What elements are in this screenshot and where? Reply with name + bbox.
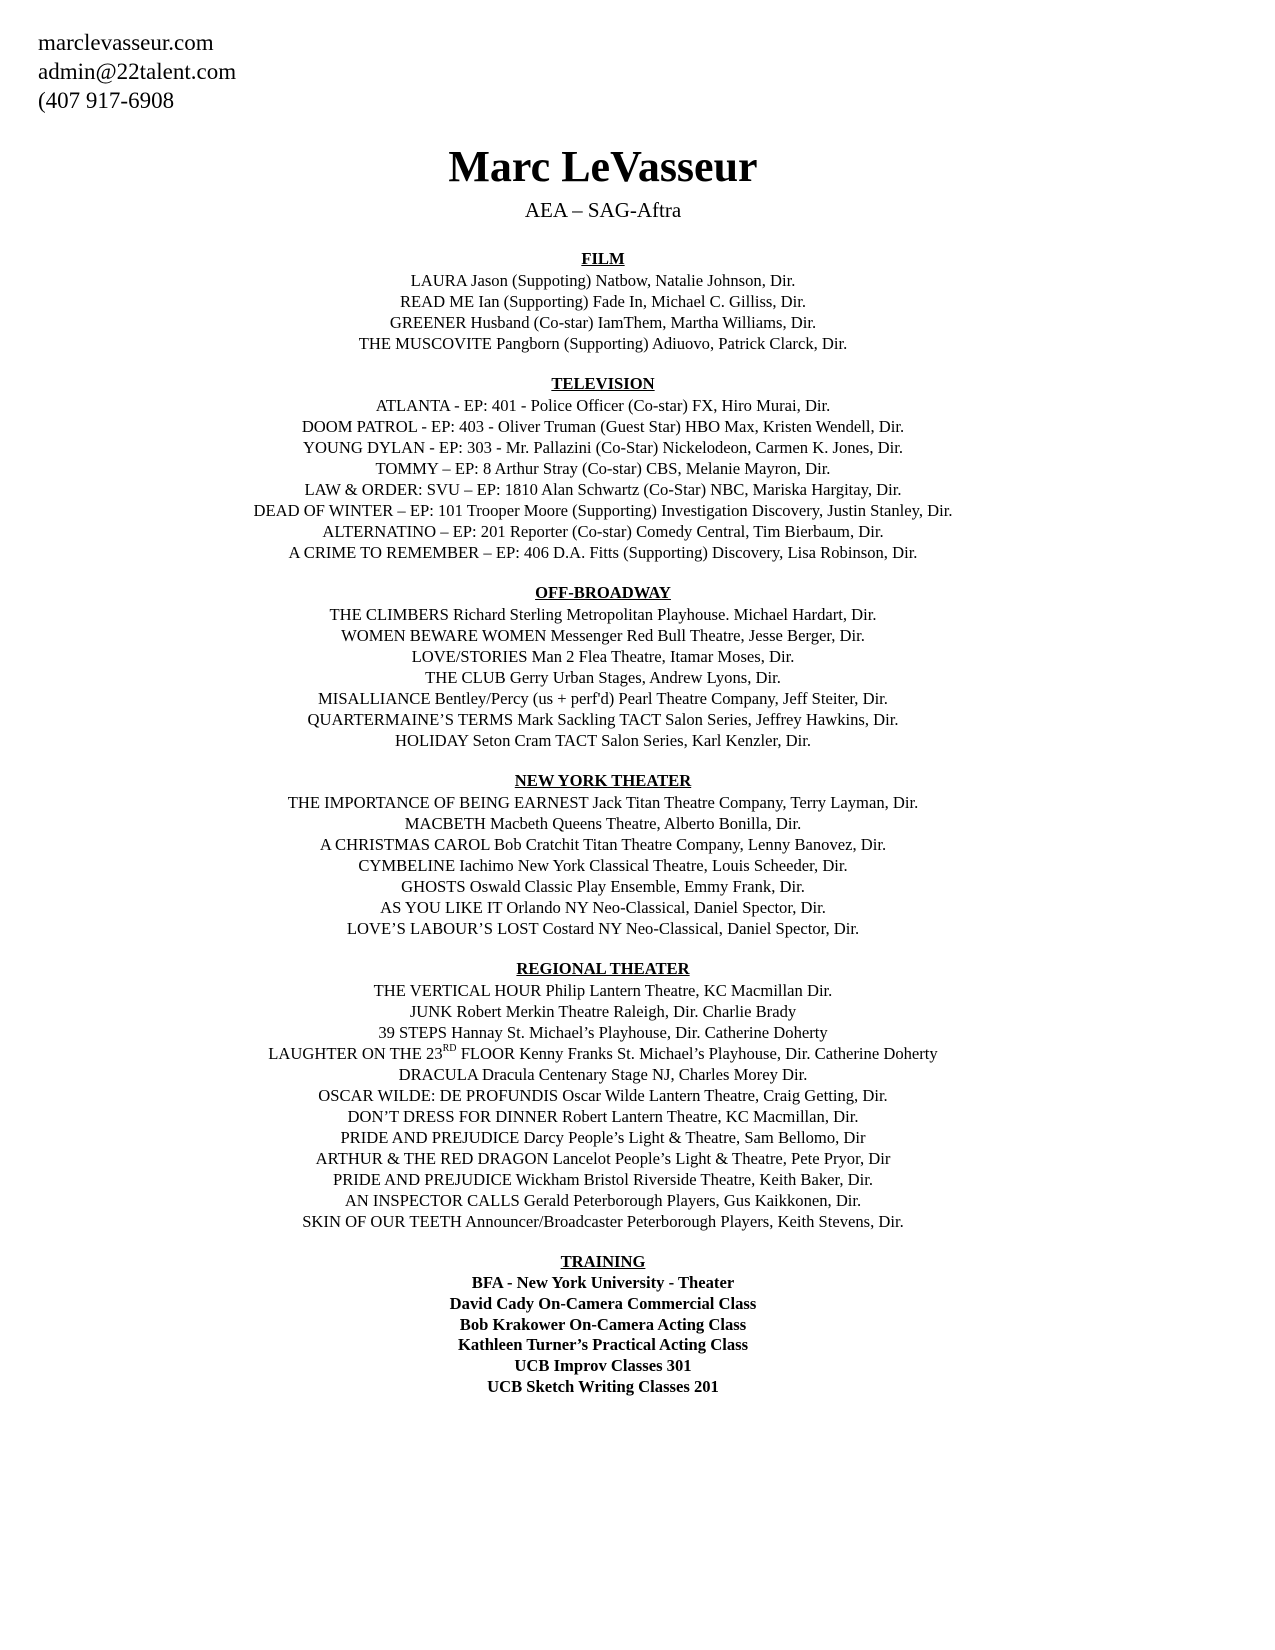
off-broadway-section bbox=[0, 583, 1206, 751]
training-section bbox=[0, 1252, 1206, 1398]
new-york-theater-credit: A CHRISTMAS CAROL Bob Cratchit Titan Theatre Company, Lenny Banovez, Dir. bbox=[319, 835, 887, 854]
section-title-television: TELEVISION bbox=[551, 374, 655, 393]
training-item: Bob Krakower On-Camera Acting Class bbox=[459, 1314, 747, 1334]
television-credit: DEAD OF WINTER – EP: 101 Trooper Moore (Supporting) Investigation Discovery, Justin Stanley, Dir. bbox=[253, 501, 953, 520]
film-credit: THE MUSCOVITE Pangborn (Supporting) Adiuovo, Patrick Clarck, Dir. bbox=[358, 334, 848, 353]
training-item: BFA - New York University - Theater bbox=[471, 1273, 735, 1292]
credit-text: LAUGHTER ON THE 23 bbox=[268, 1044, 443, 1063]
off-broadway-credit: MISALLIANCE Bentley/Percy (us + perf'd) Pearl Theatre Company, Jeff Steiter, Dir. bbox=[318, 689, 888, 708]
television-section bbox=[0, 374, 1206, 563]
regional-theater-credit: JUNK Robert Merkin Theatre Raleigh, Dir. Charlie Brady bbox=[409, 1002, 797, 1021]
off-broadway-credit: HOLIDAY Seton Cram TACT Salon Series, Karl Kenzler, Dir. bbox=[394, 731, 812, 750]
regional-theater-credit bbox=[0, 1043, 1206, 1064]
section-title-film: FILM bbox=[581, 249, 625, 268]
union-affiliations: AEA – SAG-Aftra bbox=[524, 198, 682, 222]
section-title-regional-theater: REGIONAL THEATER bbox=[516, 959, 690, 978]
off-broadway-credit: LOVE/STORIES Man 2 Flea Theatre, Itamar Moses, Dir. bbox=[411, 647, 795, 666]
film-section bbox=[0, 249, 1206, 354]
television-credit: YOUNG DYLAN - EP: 303 - Mr. Pallazini (Co-Star) Nickelodeon, Carmen K. Jones, Dir. bbox=[302, 438, 904, 457]
email-text: admin@22talent.com bbox=[38, 59, 237, 84]
television-credit: LAW & ORDER: SVU – EP: 1810 Alan Schwartz (Co-Star) NBC, Mariska Hargitay, Dir. bbox=[304, 480, 902, 499]
regional-theater-credit: THE VERTICAL HOUR Philip Lantern Theatre, KC Macmillan Dir. bbox=[373, 981, 833, 1000]
new-york-theater-credit: LOVE’S LABOUR’S LOST Costard NY Neo-Classical, Daniel Spector, Dir. bbox=[346, 919, 860, 938]
training-item: Kathleen Turner’s Practical Acting Class bbox=[457, 1335, 749, 1355]
regional-theater-credit: ARTHUR & THE RED DRAGON Lancelot People’s Light & Theatre, Pete Pryor, Dir bbox=[315, 1149, 891, 1168]
television-credit: ATLANTA - EP: 401 - Police Officer (Co-star) FX, Hiro Murai, Dir. bbox=[375, 396, 831, 415]
regional-theater-credit: PRIDE AND PREJUDICE Darcy People’s Light & Theatre, Sam Bellomo, Dir bbox=[340, 1128, 866, 1147]
ordinal-superscript: RD bbox=[442, 1043, 457, 1055]
regional-theater-credit: OSCAR WILDE: DE PROFUNDIS Oscar Wilde Lantern Theatre, Craig Getting, Dir. bbox=[318, 1086, 888, 1105]
film-credit: LAURA Jason (Suppoting) Natbow, Natalie Johnson, Dir. bbox=[410, 271, 796, 290]
resume-body bbox=[0, 249, 1206, 1418]
film-credit: READ ME Ian (Supporting) Fade In, Michael C. Gilliss, Dir. bbox=[399, 292, 807, 311]
new-york-theater-credit: THE IMPORTANCE OF BEING EARNEST Jack Titan Theatre Company, Terry Layman, Dir. bbox=[287, 793, 919, 812]
section-title-off-broadway: OFF-BROADWAY bbox=[535, 583, 671, 602]
credit-text: FLOOR Kenny Franks St. Michael’s Playhouse, Dir. Catherine Doherty bbox=[456, 1044, 938, 1063]
training-item: UCB Sketch Writing Classes 201 bbox=[487, 1376, 719, 1396]
new-york-theater-credit: AS YOU LIKE IT Orlando NY Neo-Classical, Daniel Spector, Dir. bbox=[380, 898, 826, 917]
television-credit: DOOM PATROL - EP: 403 - Oliver Truman (Guest Star) HBO Max, Kristen Wendell, Dir. bbox=[301, 417, 905, 436]
new-york-theater-credit: CYMBELINE Iachimo New York Classical Theatre, Louis Scheeder, Dir. bbox=[358, 856, 848, 875]
new-york-theater-credit: GHOSTS Oswald Classic Play Ensemble, Emmy Frank, Dir. bbox=[401, 877, 805, 896]
section-title-training: TRAINING bbox=[560, 1252, 646, 1271]
off-broadway-credit: WOMEN BEWARE WOMEN Messenger Red Bull Theatre, Jesse Berger, Dir. bbox=[341, 626, 865, 645]
regional-theater-credit: PRIDE AND PREJUDICE Wickham Bristol Riverside Theatre, Keith Baker, Dir. bbox=[332, 1170, 874, 1189]
off-broadway-credit: THE CLIMBERS Richard Sterling Metropolitan Playhouse. Michael Hardart, Dir. bbox=[329, 605, 877, 624]
film-credit: GREENER Husband (Co-star) IamThem, Martha Williams, Dir. bbox=[389, 313, 817, 332]
website-text: marclevasseur.com bbox=[38, 30, 214, 55]
new-york-theater-section bbox=[0, 771, 1206, 939]
off-broadway-credit: THE CLUB Gerry Urban Stages, Andrew Lyons, Dir. bbox=[425, 668, 781, 687]
television-credit: ALTERNATINO – EP: 201 Reporter (Co-star) Comedy Central, Tim Bierbaum, Dir. bbox=[322, 522, 884, 541]
actor-name: Marc LeVasseur bbox=[448, 142, 758, 191]
new-york-theater-credit: MACBETH Macbeth Queens Theatre, Alberto Bonilla, Dir. bbox=[404, 814, 802, 833]
contact-block bbox=[38, 28, 236, 115]
section-title-new-york-theater: NEW YORK THEATER bbox=[514, 771, 692, 790]
regional-theater-credit: DRACULA Dracula Centenary Stage NJ, Charles Morey Dir. bbox=[398, 1065, 808, 1084]
off-broadway-credit: QUARTERMAINE’S TERMS Mark Sackling TACT Salon Series, Jeffrey Hawkins, Dir. bbox=[307, 710, 899, 729]
television-credit: TOMMY – EP: 8 Arthur Stray (Co-star) CBS, Melanie Mayron, Dir. bbox=[375, 459, 831, 478]
regional-theater-section bbox=[0, 959, 1206, 1232]
regional-theater-credit: SKIN OF OUR TEETH Announcer/Broadcaster Peterborough Players, Keith Stevens, Dir. bbox=[302, 1212, 904, 1231]
regional-theater-credit: 39 STEPS Hannay St. Michael’s Playhouse, Dir. Catherine Doherty bbox=[378, 1023, 828, 1042]
regional-theater-credit: DON’T DRESS FOR DINNER Robert Lantern Theatre, KC Macmillan, Dir. bbox=[347, 1107, 859, 1126]
phone-text: (407 917-6908 bbox=[38, 88, 175, 113]
training-item: David Cady On-Camera Commercial Class bbox=[449, 1293, 757, 1313]
training-item: UCB Improv Classes 301 bbox=[514, 1356, 692, 1376]
regional-theater-credit: AN INSPECTOR CALLS Gerald Peterborough Players, Gus Kaikkonen, Dir. bbox=[344, 1191, 862, 1210]
television-credit: A CRIME TO REMEMBER – EP: 406 D.A. Fitts (Supporting) Discovery, Lisa Robinson, Dir. bbox=[288, 543, 918, 562]
